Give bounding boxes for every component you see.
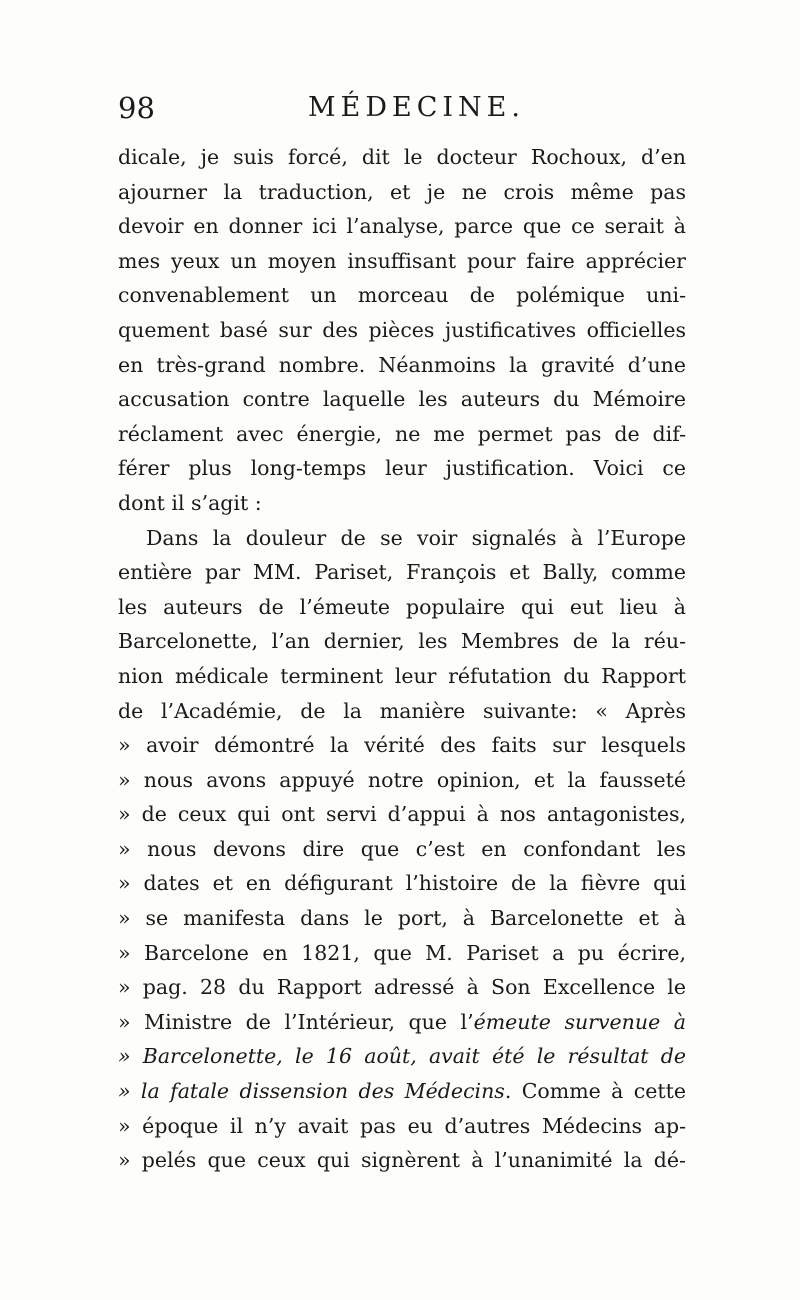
running-title: MÉDECINE.	[308, 92, 525, 123]
text-line: férer plus long-temps leur justification. Voici ce	[118, 456, 686, 481]
text-line: accusation contre laquelle les auteurs du Mémoire	[118, 387, 686, 412]
quoted-line-mixed	[118, 1005, 686, 1040]
quoted-line: » nous avons appuyé notre opinion, et la fausseté	[118, 767, 686, 792]
text-line: convenablement un morceau de polémique uni-	[118, 283, 686, 308]
line-roman-part: » Ministre de l’Intérieur, que l’	[118, 1009, 474, 1034]
body-text	[118, 140, 686, 1178]
text-line: entière par MM. Pariset, François et Bally, comme	[118, 560, 686, 585]
text-line: les auteurs de l’émeute populaire qui eut lieu à	[118, 594, 686, 619]
text-line: de l’Académie, de la manière suivante: « Après	[118, 698, 686, 723]
text-line: nion médicale terminent leur réfutation du Rapport	[118, 663, 686, 688]
text-line: mes yeux un moyen insuffisant pour faire apprécier	[118, 248, 686, 273]
text-line: dont il s’agit :	[118, 490, 262, 515]
line-italic-part: » la fatale dissension des Médecins.	[118, 1079, 512, 1104]
quoted-line-mixed	[118, 1074, 686, 1109]
quoted-line: » pag. 28 du Rapport adressé à Son Excellence le	[118, 975, 686, 1000]
text-line: devoir en donner ici l’analyse, parce que ce serait à	[118, 214, 686, 239]
page-number: 98	[118, 91, 155, 125]
text-line: réclament avec énergie, ne me permet pas de dif-	[118, 421, 686, 446]
quoted-line: » se manifesta dans le port, à Barcelonette et à	[118, 906, 686, 931]
page-header	[118, 88, 688, 128]
quoted-line-italic: » Barcelonette, le 16 août, avait été le résultat de	[118, 1044, 686, 1069]
quoted-line: » avoir démontré la vérité des faits sur lesquels	[118, 733, 686, 758]
line-italic-part: émeute survenue à	[473, 1009, 686, 1034]
text-line: ajourner la traduction, et je ne crois même pas	[118, 179, 686, 204]
quoted-line: » époque il n’y avait pas eu d’autres Médecins ap-	[118, 1113, 686, 1138]
paragraph-start-line: Dans la douleur de se voir signalés à l’Europe	[146, 525, 686, 550]
line-roman-part: Comme à cette	[511, 1079, 686, 1104]
text-line: quement basé sur des pièces justificatives officielles	[118, 317, 686, 342]
text-line: Barcelonette, l’an dernier, les Membres de la réu-	[118, 629, 686, 654]
quoted-line: » dates et en défigurant l’histoire de la fièvre qui	[118, 871, 686, 896]
quoted-line: » Barcelone en 1821, que M. Pariset a pu écrire,	[118, 940, 686, 965]
text-line: dicale, je suis forcé, dit le docteur Rochoux, d’en	[118, 145, 686, 169]
quoted-line: » pelés que ceux qui signèrent à l’unanimité la dé-	[118, 1148, 686, 1173]
quoted-line: » de ceux qui ont servi d’appui à nos antagonistes,	[118, 802, 686, 827]
quoted-line: » nous devons dire que c’est en confondant les	[118, 836, 686, 861]
text-line: en très-grand nombre. Néanmoins la gravité d’une	[118, 352, 686, 377]
